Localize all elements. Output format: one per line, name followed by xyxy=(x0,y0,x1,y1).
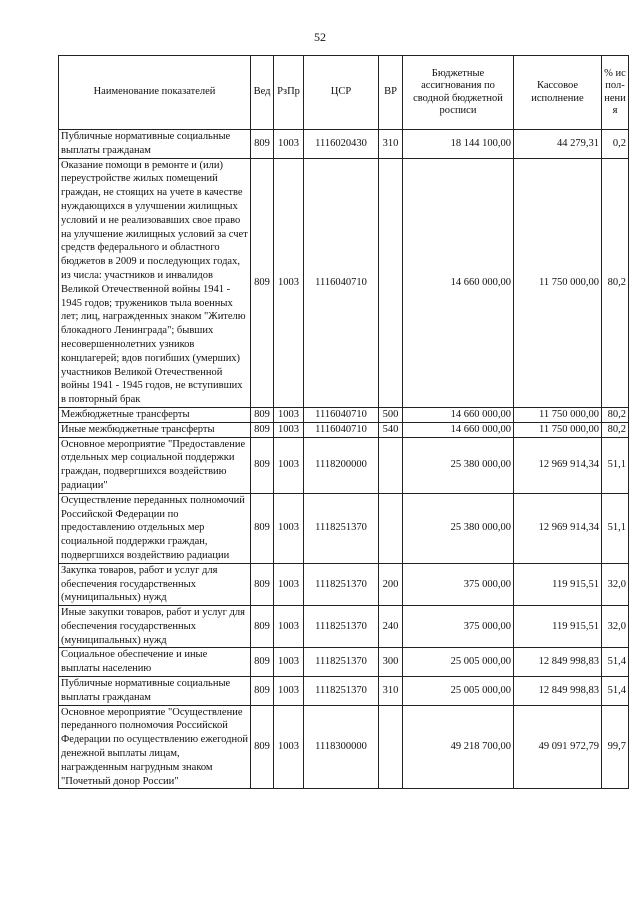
row-percent-cell: 51,4 xyxy=(602,677,629,706)
row-vr-cell: 540 xyxy=(379,422,403,437)
row-csr-cell: 1118200000 xyxy=(304,437,379,493)
row-cash-cell: 12 849 998,83 xyxy=(514,648,602,677)
row-rzpr-cell: 1003 xyxy=(274,130,304,159)
row-percent-cell: 32,0 xyxy=(602,606,629,648)
row-cash-cell: 11 750 000,00 xyxy=(514,407,602,422)
table-header-row xyxy=(59,56,629,130)
row-ved-cell: 809 xyxy=(251,407,274,422)
table-row xyxy=(59,648,629,677)
row-csr-cell: 1116040710 xyxy=(304,158,379,407)
header-rzpr: РзПр xyxy=(274,56,304,130)
row-rzpr-cell: 1003 xyxy=(274,422,304,437)
row-vr-cell xyxy=(379,158,403,407)
row-budget-cell: 25 005 000,00 xyxy=(403,677,514,706)
row-csr-cell: 1118251370 xyxy=(304,677,379,706)
row-rzpr-cell: 1003 xyxy=(274,437,304,493)
row-percent-cell: 51,4 xyxy=(602,648,629,677)
row-name-cell: Основное мероприятие "Предоставление отдельных мер социальной поддержки граждан, подвергшихся воздействию радиации" xyxy=(59,437,251,493)
row-budget-cell: 25 005 000,00 xyxy=(403,648,514,677)
row-ved-cell: 809 xyxy=(251,705,274,789)
row-budget-cell: 14 660 000,00 xyxy=(403,158,514,407)
row-name-cell: Основное мероприятие "Осуществление переданного полномочия Российской Федерации по осуществлению ежегодной денежной выплаты лицам, награжденным нагрудным знаком "Почетный донор России" xyxy=(59,705,251,789)
row-name-cell: Иные закупки товаров, работ и услуг для обеспечения государственных (муниципальных) нужд xyxy=(59,606,251,648)
row-budget-cell: 49 218 700,00 xyxy=(403,705,514,789)
header-name: Наименование показателей xyxy=(59,56,251,130)
row-csr-cell: 1118251370 xyxy=(304,493,379,563)
row-csr-cell: 1116040710 xyxy=(304,422,379,437)
header-ved: Вед xyxy=(251,56,274,130)
row-percent-cell: 51,1 xyxy=(602,437,629,493)
header-vr: ВР xyxy=(379,56,403,130)
row-budget-cell: 375 000,00 xyxy=(403,606,514,648)
row-percent-cell: 0,2 xyxy=(602,130,629,159)
row-percent-cell: 51,1 xyxy=(602,493,629,563)
row-rzpr-cell: 1003 xyxy=(274,563,304,605)
row-name-cell: Публичные нормативные социальные выплаты гражданам xyxy=(59,130,251,159)
row-ved-cell: 809 xyxy=(251,677,274,706)
table-row xyxy=(59,606,629,648)
header-csr: ЦСР xyxy=(304,56,379,130)
row-rzpr-cell: 1003 xyxy=(274,648,304,677)
row-budget-cell: 25 380 000,00 xyxy=(403,493,514,563)
row-budget-cell: 14 660 000,00 xyxy=(403,422,514,437)
table-row xyxy=(59,130,629,159)
row-vr-cell: 310 xyxy=(379,130,403,159)
row-csr-cell: 1118251370 xyxy=(304,606,379,648)
row-vr-cell xyxy=(379,705,403,789)
row-budget-cell: 375 000,00 xyxy=(403,563,514,605)
row-cash-cell: 12 969 914,34 xyxy=(514,493,602,563)
row-cash-cell: 11 750 000,00 xyxy=(514,158,602,407)
row-csr-cell: 1118251370 xyxy=(304,648,379,677)
row-cash-cell: 49 091 972,79 xyxy=(514,705,602,789)
row-name-cell: Межбюджетные трансферты xyxy=(59,407,251,422)
row-percent-cell: 80,2 xyxy=(602,422,629,437)
row-cash-cell: 11 750 000,00 xyxy=(514,422,602,437)
row-ved-cell: 809 xyxy=(251,437,274,493)
row-csr-cell: 1116040710 xyxy=(304,407,379,422)
header-percent: % испол-нения xyxy=(602,56,629,130)
row-rzpr-cell: 1003 xyxy=(274,705,304,789)
row-percent-cell: 80,2 xyxy=(602,158,629,407)
budget-execution-table xyxy=(58,55,629,789)
row-budget-cell: 25 380 000,00 xyxy=(403,437,514,493)
header-cash: Кассовое исполнение xyxy=(514,56,602,130)
row-percent-cell: 80,2 xyxy=(602,407,629,422)
row-ved-cell: 809 xyxy=(251,422,274,437)
row-ved-cell: 809 xyxy=(251,158,274,407)
table-row xyxy=(59,705,629,789)
row-name-cell: Иные межбюджетные трансферты xyxy=(59,422,251,437)
row-vr-cell: 500 xyxy=(379,407,403,422)
row-cash-cell: 12 969 914,34 xyxy=(514,437,602,493)
row-cash-cell: 119 915,51 xyxy=(514,606,602,648)
row-vr-cell xyxy=(379,437,403,493)
table-row xyxy=(59,407,629,422)
row-rzpr-cell: 1003 xyxy=(274,493,304,563)
row-rzpr-cell: 1003 xyxy=(274,677,304,706)
table-row xyxy=(59,158,629,407)
row-percent-cell: 99,7 xyxy=(602,705,629,789)
page-number: 52 xyxy=(314,30,326,44)
row-ved-cell: 809 xyxy=(251,563,274,605)
table-row xyxy=(59,437,629,493)
row-vr-cell xyxy=(379,493,403,563)
row-ved-cell: 809 xyxy=(251,648,274,677)
row-name-cell: Социальное обеспечение и иные выплаты населению xyxy=(59,648,251,677)
row-cash-cell: 44 279,31 xyxy=(514,130,602,159)
row-vr-cell: 200 xyxy=(379,563,403,605)
row-percent-cell: 32,0 xyxy=(602,563,629,605)
row-name-cell: Осуществление переданных полномочий Российской Федерации по предоставлению отдельных мер социальной поддержки граждан, подвергшихся воздействию радиации xyxy=(59,493,251,563)
row-vr-cell: 300 xyxy=(379,648,403,677)
row-ved-cell: 809 xyxy=(251,130,274,159)
row-budget-cell: 18 144 100,00 xyxy=(403,130,514,159)
row-csr-cell: 1118300000 xyxy=(304,705,379,789)
table-row xyxy=(59,677,629,706)
row-name-cell: Закупка товаров, работ и услуг для обеспечения государственных (муниципальных) нужд xyxy=(59,563,251,605)
row-csr-cell: 1118251370 xyxy=(304,563,379,605)
row-name-cell: Оказание помощи в ремонте и (или) переустройстве жилых помещений граждан, не стоящих на учете в качестве нуждающихся в улучшении жилищных условий и не реализовавших свое право на улучшение жилищных условий за счет средств федерального и областного бюджетов в 2009 и последующих годах, из числа: участников и инвалидов Великой Отечественной войны 1941 - 1945 годов; тружеников тыла военных лет; лиц, награжденных знаком "Жителю блокадного Ленинграда"; бывших несовершеннолетних узников концлагерей; вдов погибших (умерших) участников Великой Отечественной войны 1941 - 1945 годов, не вступивших в повторный брак xyxy=(59,158,251,407)
row-rzpr-cell: 1003 xyxy=(274,158,304,407)
row-vr-cell: 240 xyxy=(379,606,403,648)
row-name-cell: Публичные нормативные социальные выплаты гражданам xyxy=(59,677,251,706)
table-row xyxy=(59,493,629,563)
table-row xyxy=(59,563,629,605)
header-budget: Бюджетные ассигнования по сводной бюджетной росписи xyxy=(403,56,514,130)
row-budget-cell: 14 660 000,00 xyxy=(403,407,514,422)
row-ved-cell: 809 xyxy=(251,606,274,648)
row-rzpr-cell: 1003 xyxy=(274,407,304,422)
row-rzpr-cell: 1003 xyxy=(274,606,304,648)
row-vr-cell: 310 xyxy=(379,677,403,706)
row-cash-cell: 119 915,51 xyxy=(514,563,602,605)
row-ved-cell: 809 xyxy=(251,493,274,563)
row-cash-cell: 12 849 998,83 xyxy=(514,677,602,706)
table-row xyxy=(59,422,629,437)
row-csr-cell: 1116020430 xyxy=(304,130,379,159)
